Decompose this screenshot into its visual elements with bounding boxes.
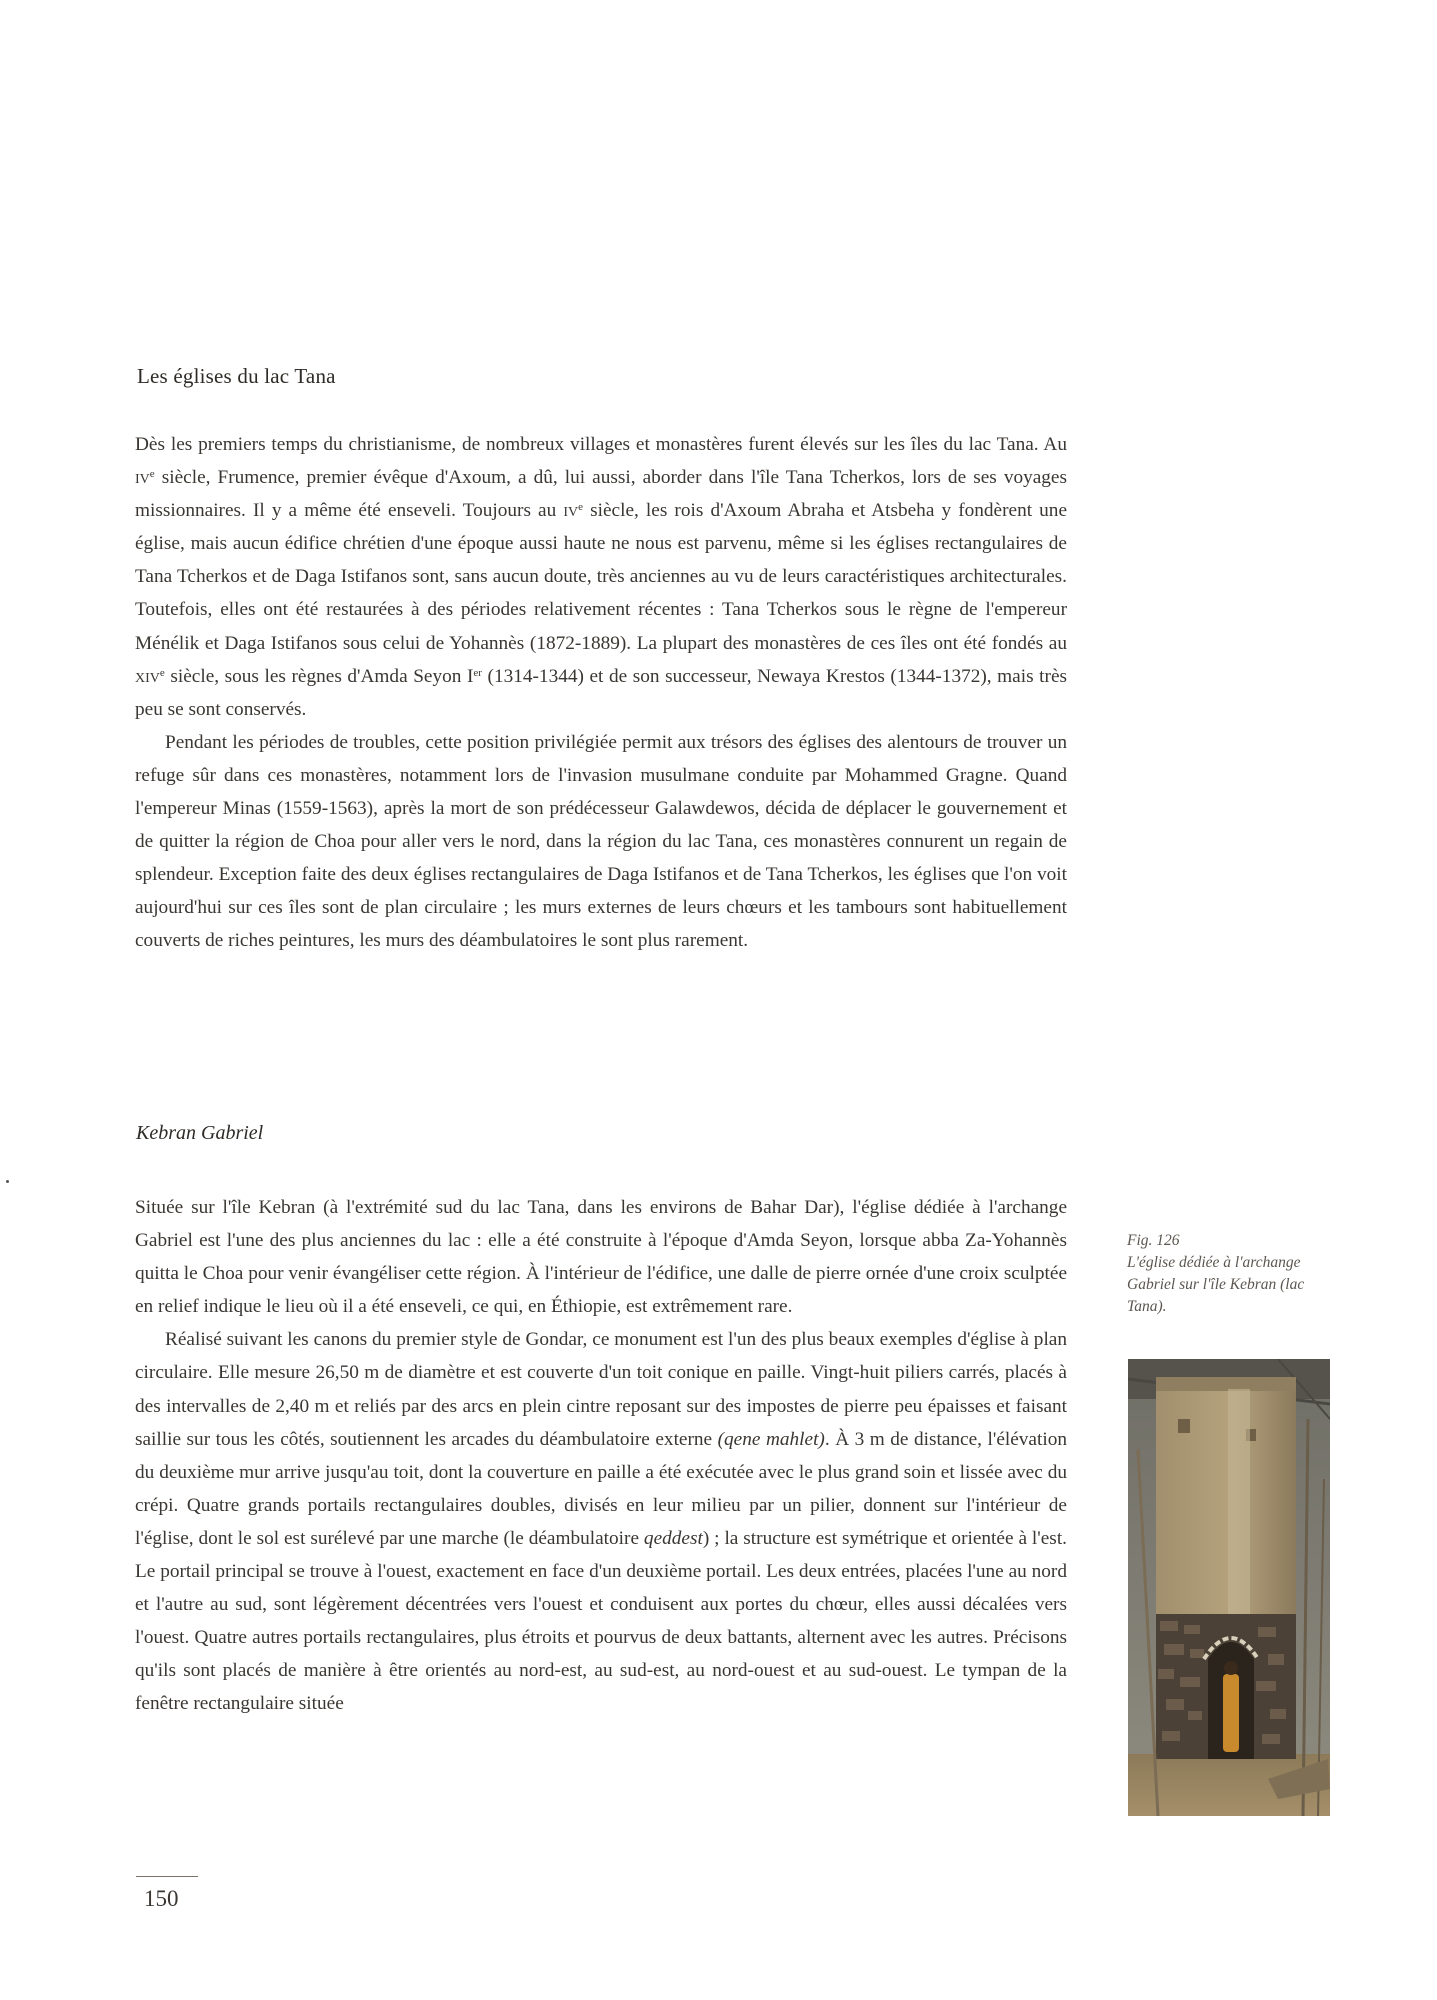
- paragraph: Dès les premiers temps du christianisme, de nombreux villages et monastères furent élevés sur les îles du lac Tana. Au $iv^e$ siècle, Frumence, premier évêque d'Axoum, a dû, lui aussi, aborder dans l'île Tana Tcherkos, lors de ses voyages missionnaires. Il y a même été enseveli. Toujours au $iv^e$ siècle, les rois d'Axoum Abraha et Atsbeha y fondèrent une église, mais aucun édifice chrétien d'une époque aussi haute ne nous est parvenu, même si les églises rectangulaires de Tana Tcherkos et de Daga Istifanos sont, sans aucun doute, très anciennes au vu de leurs caractéristiques architecturales. Toutefois, elles ont été restaurées à des périodes relativement récentes : Tana Tcherkos sous le règne de l'empereur Ménélik et Daga Istifanos sous celui de Yohannès (1872-1889). La plupart des monastères de ces îles ont été fondés au xiv$^e$ siècle, sous les règnes d'Amda Seyon Ier (1314-1344) et de son successeur, Newaya Krestos (1344-1372), mais très peu se sont conservés.: [135, 434, 1068, 720]
- section-lac-tana-body: [135, 428, 1067, 958]
- paragraph: Pendant les périodes de troubles, cette position privilégiée permit aux trésors des églises des alentours de trouver un refuge sûr dans ces monastères, notamment lors de l'invasion musulmane conduite par Mohammed Gragne. Quand l'empereur Minas (1559-1563), après la mort de son prédécesseur Galawdewos, décida de déplacer le gouvernement et de quitter la région de Choa pour aller vers le nord, dans la région du lac Tana, ces monastères connurent un regain de splendeur. Exception faite des deux églises rectangulaires de Daga Istifanos et de Tana Tcherkos, les églises que l'on voit aujourd'hui sur ces îles sont de plan circulaire ; les murs externes de leurs chœurs et les tambours sont habituellement couverts de riches peintures, les murs des déambulatoires le sont plus rarement.: [135, 731, 1067, 952]
- figure-caption-text: L'église dédiée à l'archange Gabriel sur l'île Kebran (lac Tana).: [1127, 1254, 1305, 1315]
- margin-mark: [6, 1180, 9, 1183]
- figure-photo-kebran-church: [1128, 1359, 1330, 1816]
- paragraph: Réalisé suivant les canons du premier style de Gondar, ce monument est l'un des plus beaux exemples d'église à plan circulaire. Elle mesure 26,50 m de diamètre et est couverte d'un toit conique en paille. Vingt-huit piliers carrés, placés à des intervalles de 2,40 m et reliés par des arcs en plein cintre reposant sur des impostes de pierre peu épaisses et faisant saillie sur tous les côtés, soutiennent les arcades du déambulatoire externe (qene mahlet). À 3 m de distance, l'élévation du deuxième mur arrive jusqu'au toit, dont la couverture en paille a été exécutée avec le plus grand soin et lissée avec du crépi. Quatre grands portails rectangulaires doubles, divisés en leur milieu par un pilier, donnent sur l'intérieur de l'église, dont le sol est surélevé par une marche (le déambulatoire qeddest) ; la structure est symétrique et orientée à l'est. Le portail principal se trouve à l'ouest, exactement en face d'un deuxième portail. Les deux entrées, placées l'une au nord et l'autre au sud, sont légèrement décentrées vers l'ouest et conduisent aux portes du chœur, elles aussi décalées vers l'ouest. Quatre autres portails rectangulaires, plus étroits et pourvus de deux battants, alternent avec les autres. Précisons qu'ils sont placés de manière à être orientés au nord-est, au sud-est, au nord-ouest et au sud-ouest. Le tympan de la fenêtre rectangulaire située: [135, 1329, 1067, 1715]
- section-heading: Les églises du lac Tana: [137, 364, 336, 388]
- page-number: 150: [144, 1886, 179, 1911]
- page-number-rule: [136, 1876, 198, 1877]
- paragraph: Située sur l'île Kebran (à l'extrémité sud du lac Tana, dans les environs de Bahar Dar), l'église dédiée à l'archange Gabriel est l'une des plus anciennes du lac : elle a été construite à l'époque d'Amda Seyon, lorsque abba Za-Yohannès quitta le Choa pour venir évangéliser cette région. À l'intérieur de l'édifice, une dalle de pierre ornée d'une croix sculptée en relief indique le lieu où il a été enseveli, ce qui, en Éthiopie, est extrêmement rare.: [135, 1197, 1067, 1318]
- section-kebran-gabriel-body: [135, 1191, 1067, 1721]
- figure-number: Fig. 126: [1127, 1232, 1180, 1249]
- church-photo-illustration: [1128, 1359, 1330, 1816]
- figure-caption: [1127, 1230, 1347, 1318]
- subsection-heading: Kebran Gabriel: [136, 1122, 264, 1144]
